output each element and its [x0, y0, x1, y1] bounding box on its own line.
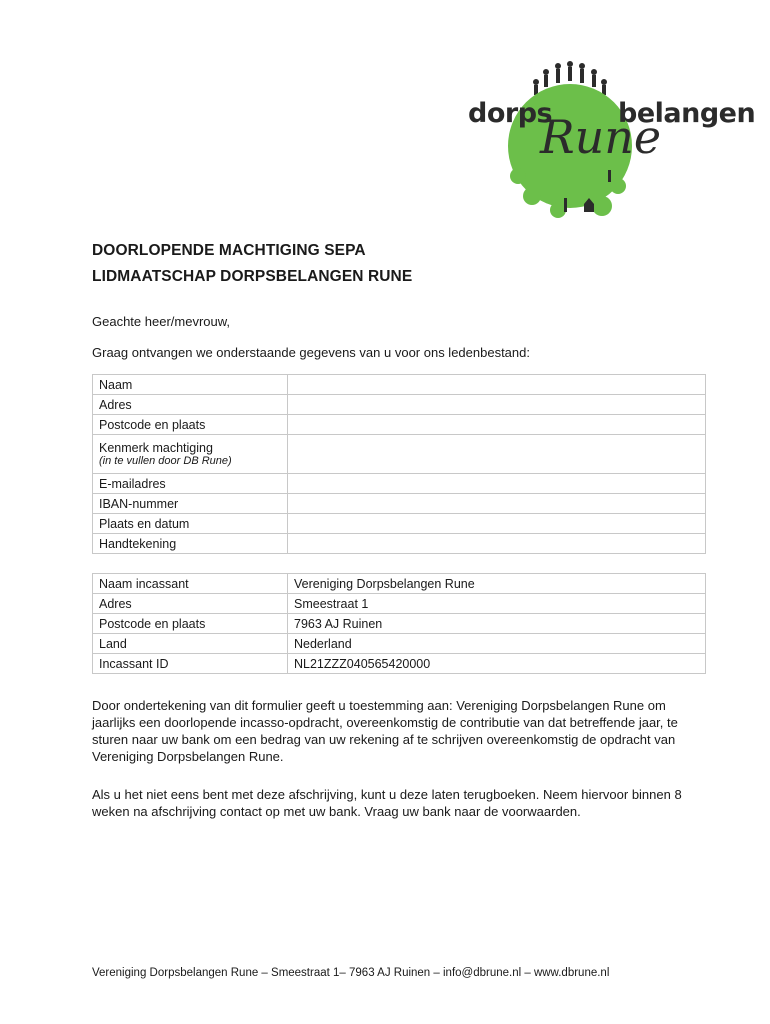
- table-row: [93, 375, 706, 395]
- refund-paragraph: Als u het niet eens bent met deze afschrijving, kunt u deze laten terugboeken. Neem hiervoor binnen 8 weken na afschrijving contact op met uw bank. Vraag uw bank naar de voorwaarden.: [92, 787, 682, 819]
- field-label-address: Adres: [93, 395, 288, 415]
- dorpsbelangen-rune-logo: [466, 58, 756, 226]
- creditor-label: Adres: [93, 594, 288, 614]
- greeting-text: Geachte heer/mevrouw,: [92, 314, 231, 329]
- creditor-value: Smeestraat 1: [288, 594, 706, 614]
- mandate-field[interactable]: [288, 435, 706, 474]
- creditor-label: Incassant ID: [93, 654, 288, 674]
- table-row: [93, 474, 706, 494]
- field-label-email: E-mailadres: [93, 474, 288, 494]
- member-details-table: [92, 374, 706, 554]
- table-row: [93, 494, 706, 514]
- consent-paragraph: Door ondertekening van dit formulier geeft u toestemming aan: Vereniging Dorpsbelangen Rune om jaarlijks een doorlopende incasso-opdracht, overeenkomstig de contributie van dat betreffende jaar, te sturen naar uw bank om een bedrag van uw rekening af te schrijven overeenkomstig de opdracht van Vereniging Dorpsbelangen Rune.: [92, 698, 678, 764]
- logo-script-rune: Rune: [540, 110, 662, 164]
- iban-field[interactable]: [288, 494, 706, 514]
- table-row: [93, 415, 706, 435]
- field-label-name: Naam: [93, 375, 288, 395]
- field-label-signature: Handtekening: [93, 534, 288, 554]
- table-row: [93, 634, 706, 654]
- creditor-value: NL21ZZZ040565420000: [288, 654, 706, 674]
- creditor-value: Vereniging Dorpsbelangen Rune: [288, 574, 706, 594]
- field-label-place-date: Plaats en datum: [93, 514, 288, 534]
- field-label-iban: IBAN-nummer: [93, 494, 288, 514]
- name-field[interactable]: [288, 375, 706, 395]
- mandate-note: (in te vullen door DB Rune): [99, 455, 232, 467]
- table-row: [93, 594, 706, 614]
- table-row: [93, 514, 706, 534]
- page-footer: Vereniging Dorpsbelangen Rune – Smeestraat 1– 7963 AJ Ruinen – info@dbrune.nl – www.dbrune.nl: [92, 967, 610, 979]
- postcode-field[interactable]: [288, 415, 706, 435]
- intro-text: Graag ontvangen we onderstaande gegevens van u voor ons ledenbestand:: [92, 345, 530, 360]
- table-row: [93, 534, 706, 554]
- page-title-line-2: LIDMAATSCHAP DORPSBELANGEN RUNE: [92, 268, 413, 285]
- table-row: [93, 574, 706, 594]
- creditor-label: Naam incassant: [93, 574, 288, 594]
- table-row: [93, 614, 706, 634]
- email-field[interactable]: [288, 474, 706, 494]
- place-date-field[interactable]: [288, 514, 706, 534]
- table-row: [93, 654, 706, 674]
- table-row: [93, 395, 706, 415]
- creditor-value: 7963 AJ Ruinen: [288, 614, 706, 634]
- field-label-mandate: [93, 435, 288, 474]
- creditor-value: Nederland: [288, 634, 706, 654]
- logo-word-dorps: dorps: [468, 98, 553, 129]
- address-field[interactable]: [288, 395, 706, 415]
- logo-word-belangen: belangen: [618, 98, 756, 129]
- signature-field[interactable]: [288, 534, 706, 554]
- table-row: [93, 435, 706, 474]
- field-label-postcode: Postcode en plaats: [93, 415, 288, 435]
- creditor-details-table: [92, 573, 706, 674]
- mandate-label-text: Kenmerk machtiging: [99, 441, 213, 455]
- page-title-line-1: DOORLOPENDE MACHTIGING SEPA: [92, 242, 366, 259]
- creditor-label: Postcode en plaats: [93, 614, 288, 634]
- creditor-label: Land: [93, 634, 288, 654]
